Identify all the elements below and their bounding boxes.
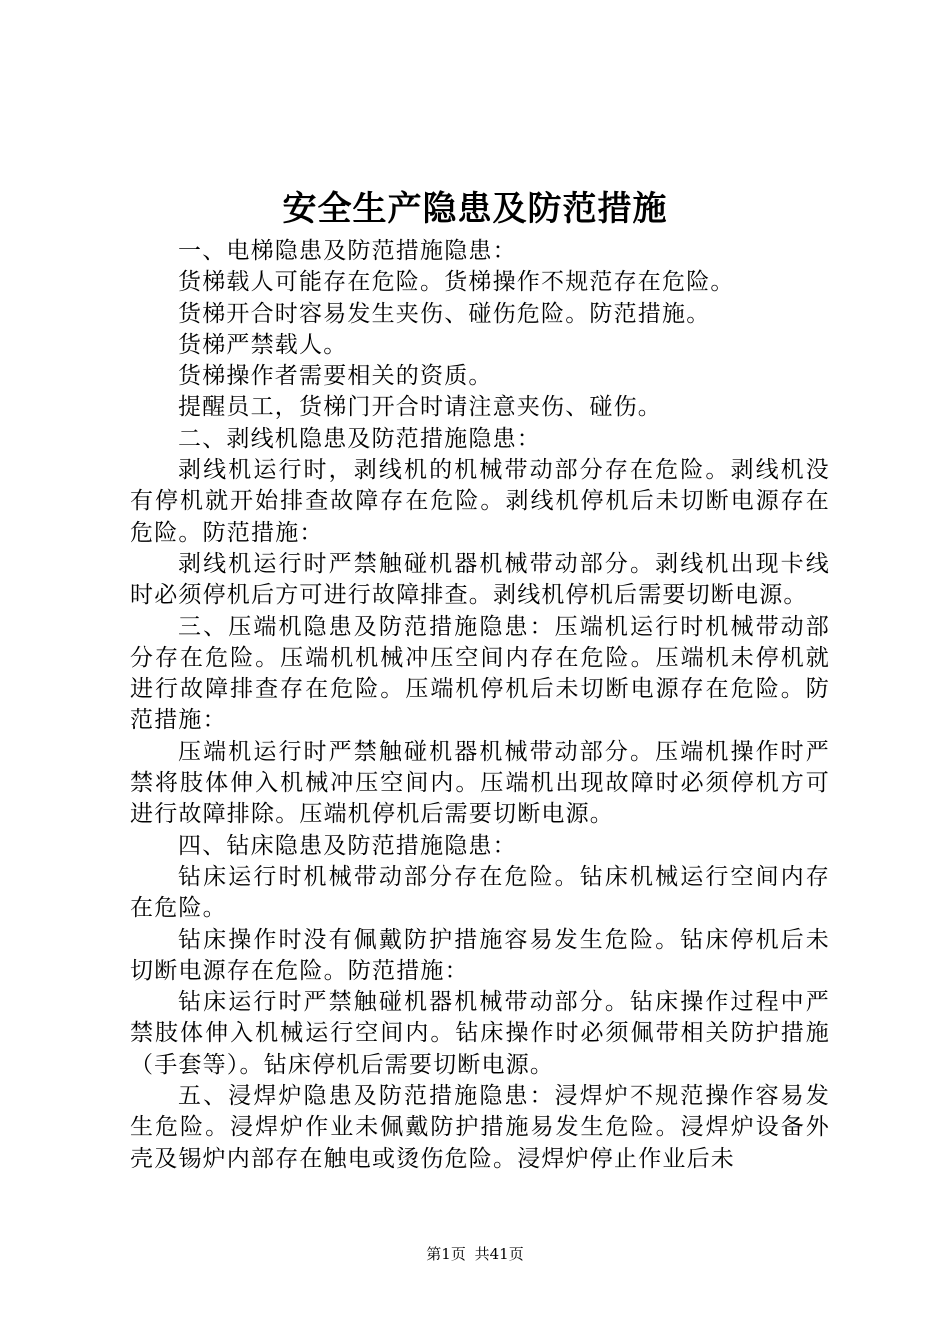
paragraph: 货梯载人可能存在危险。货梯操作不规范存在危险。: [178, 269, 735, 296]
paragraph: 压端机运行时严禁触碰机器机械带动部分。压端机操作时严禁将肢体伸入机械冲压空间内。压端机出现故障时必须停机方可进行故障排除。压端机停机后需要切断电源。: [130, 738, 830, 828]
paragraph: 三、压端机隐患及防范措施隐患：压端机运行时机械带动部分存在危险。压端机机械冲压空间内存在危险。压端机未停机就进行故障排查存在危险。压端机停机后未切断电源存在危险。防范措施：: [130, 613, 830, 734]
page-number: 第1页: [426, 1245, 466, 1263]
page-footer: [0, 1244, 950, 1264]
paragraph: 提醒员工，货梯门开合时请注意夹伤、碰伤。: [178, 394, 662, 421]
page-total: 共41页: [474, 1245, 524, 1263]
document-body: [130, 236, 830, 1175]
paragraph: 二、剥线机隐患及防范措施隐患：: [178, 425, 541, 452]
paragraph: 五、浸焊炉隐患及防范措施隐患：浸焊炉不规范操作容易发生危险。浸焊炉作业未佩戴防护措施易发生危险。浸焊炉设备外壳及锡炉内部存在触电或烫伤危险。浸焊炉停止作业后未: [130, 1083, 830, 1172]
paragraph: 一、电梯隐患及防范措施隐患：: [178, 238, 517, 264]
paragraph: 钻床运行时严禁触碰机器机械带动部分。钻床操作过程中严禁肢体伸入机械运行空间内。钻床操作时必须佩带相关防护措施（手套等）。钻床停机后需要切断电源。: [130, 989, 830, 1078]
paragraph: 钻床操作时没有佩戴防护措施容易发生危险。钻床停机后未切断电源存在危险。防范措施：: [130, 926, 830, 984]
paragraph: 剥线机运行时严禁触碰机器机械带动部分。剥线机出现卡线时必须停机后方可进行故障排查。剥线机停机后需要切断电源。: [130, 550, 830, 609]
paragraph: 四、钻床隐患及防范措施隐患：: [178, 832, 517, 859]
paragraph: 货梯严禁载人。: [178, 331, 348, 358]
paragraph: 剥线机运行时，剥线机的机械带动部分存在危险。剥线机没有停机就开始排查故障存在危险。剥线机停机后未切断电源存在危险。防范措施：: [130, 457, 830, 546]
document-title: 安全生产隐患及防范措施: [282, 189, 668, 229]
paragraph: 货梯操作者需要相关的资质。: [178, 363, 493, 390]
paragraph: 钻床运行时机械带动部分存在危险。钻床机械运行空间内存在危险。: [130, 863, 830, 922]
paragraph: 货梯开合时容易发生夹伤、碰伤危险。防范措施。: [178, 300, 711, 327]
